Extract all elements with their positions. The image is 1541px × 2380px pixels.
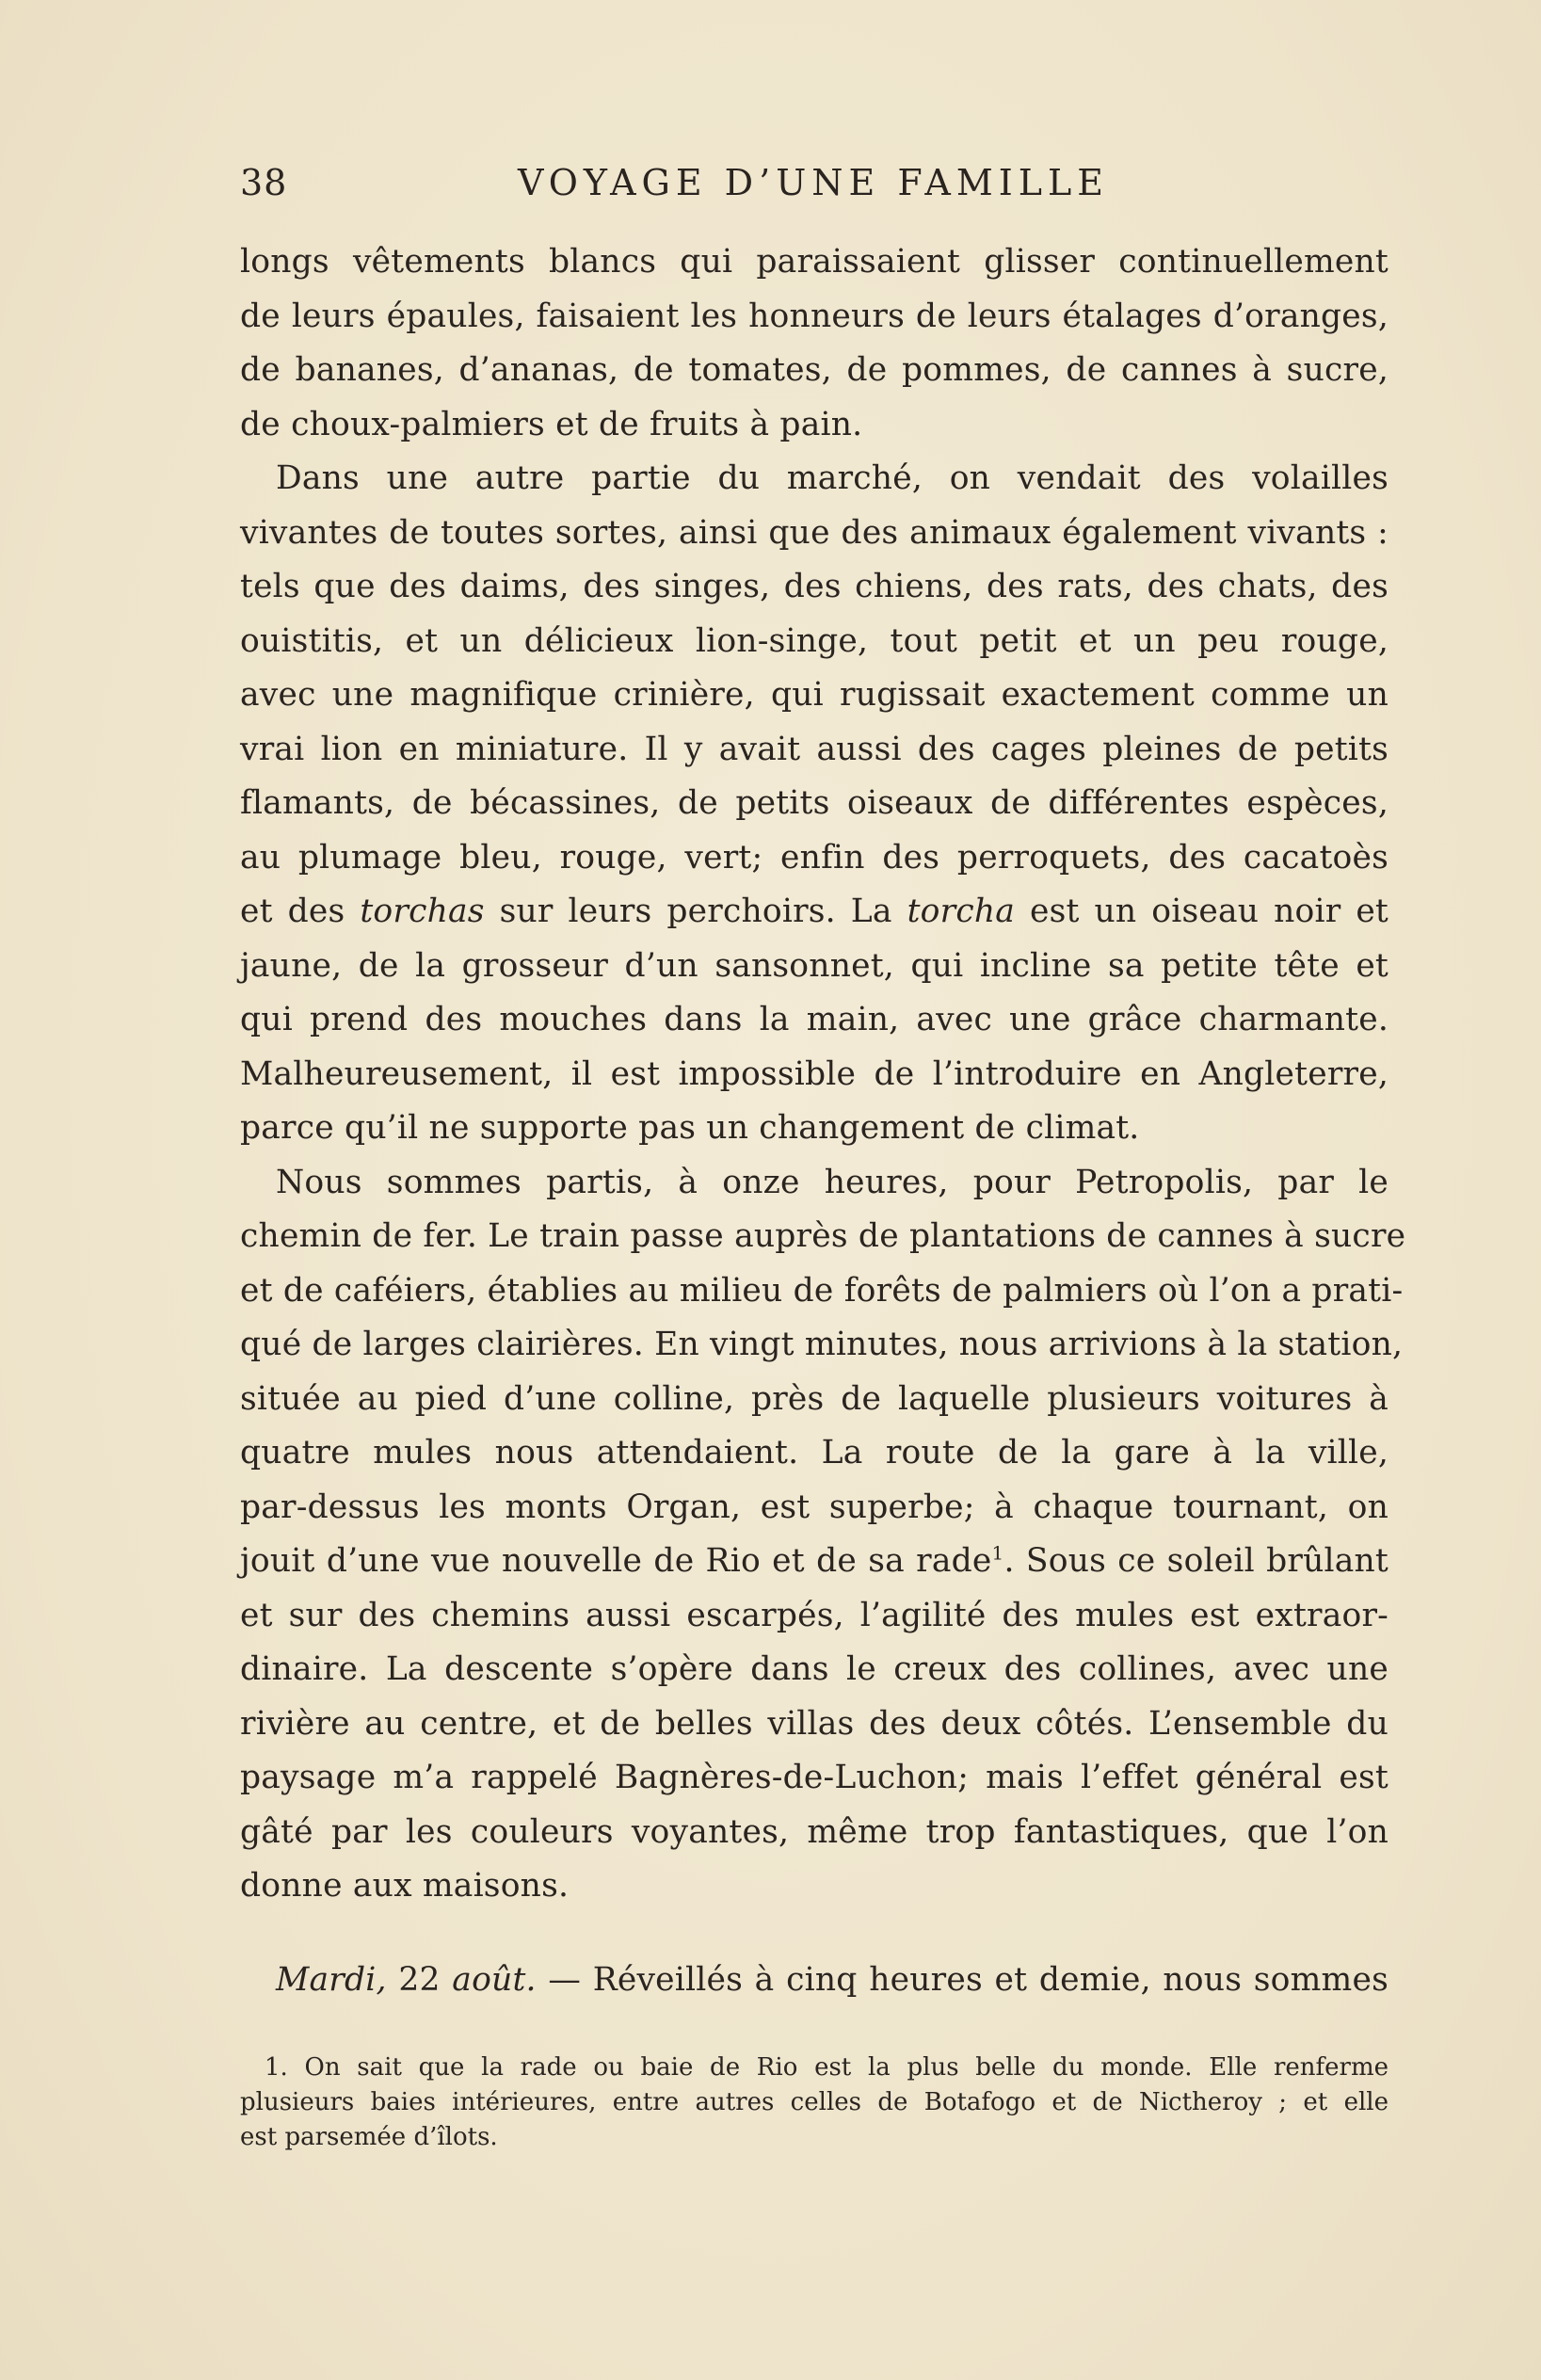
text-line: de bananes, d’ananas, de tomates, de pommes, de cannes à sucre, xyxy=(240,351,1389,389)
text-line: qué de larges clairières. En vingt minutes, nous arrivions à la station, xyxy=(240,1326,1404,1363)
text-line: et de caféiers, établies au milieu de forêts de palmiers où l’on a prati- xyxy=(240,1271,1404,1310)
page-number: 38 xyxy=(240,162,288,203)
italic-term: torchas xyxy=(360,892,485,930)
text-line: et sur des chemins aussi escarpés, l’agilité des mules est extraor- xyxy=(240,1596,1389,1634)
text-line xyxy=(240,1535,1389,1589)
text-line: chemin de fer. Le train passe auprès de plantations de cannes à sucre xyxy=(240,1217,1406,1255)
text-line: par-dessus les monts Organ, est superbe; à chaque tournant, on xyxy=(240,1488,1389,1526)
italic-term: torcha xyxy=(907,892,1016,930)
text-run: 22 xyxy=(386,1960,453,1999)
text-run: sur leurs perchoirs. La xyxy=(484,892,907,930)
text-line: flamants, de bécassines, de petits oiseaux de différentes espèces, xyxy=(240,784,1389,822)
footnote-line: plusieurs baies intérieures, entre autres celles de Botafogo et de Nictheroy ; et elle xyxy=(240,2088,1389,2116)
page-header xyxy=(240,162,1389,209)
text-line: au plumage bleu, rouge, vert; enfin des perroquets, des cacatoès xyxy=(240,838,1389,876)
text-line: quatre mules nous attendaient. La route de la gare à la ville, xyxy=(240,1434,1389,1471)
footnote xyxy=(240,2050,1389,2155)
text-line: ouistitis, et un délicieux lion-singe, tout petit et un peu rouge, xyxy=(240,621,1389,660)
text-line: paysage m’a rappelé Bagnères-de-Luchon; mais l’effet général est xyxy=(240,1759,1389,1796)
text-line: jaune, de la grosseur d’un sansonnet, qui incline sa petite tête et xyxy=(240,946,1389,985)
text-line: donne aux maisons. xyxy=(240,1867,570,1905)
footnote-line: est parsemée d’îlots. xyxy=(240,2123,498,2151)
footnote-marker: 1 xyxy=(991,1541,1004,1565)
text-line: située au pied d’une colline, près de laquelle plusieurs voitures à xyxy=(240,1379,1389,1418)
text-line: vivantes de toutes sortes, ainsi que des animaux également vivants : xyxy=(240,513,1389,552)
italic-date: Mardi, xyxy=(276,1960,387,1999)
text-line: avec une magnifique crinière, qui rugissait exactement comme un xyxy=(240,676,1389,714)
text-line: gâté par les couleurs voyantes, même trop fantastiques, que l’on xyxy=(240,1812,1389,1851)
diary-entry-line xyxy=(240,1954,1389,2008)
text-line: tels que des daims, des singes, des chiens, des rats, des chats, des xyxy=(240,568,1389,605)
text-line: Malheureusement, il est impossible de l’introduire en Angleterre, xyxy=(240,1054,1389,1093)
text-line: qui prend des mouches dans la main, avec une grâce charmante. xyxy=(240,1001,1389,1038)
paragraph-start: Nous sommes partis, à onze heures, pour Petropolis, par le xyxy=(276,1163,1389,1201)
running-title: VOYAGE D’UNE FAMILLE xyxy=(518,162,1109,203)
text-run: — Réveillés à cinq heures et demie, nous sommes xyxy=(536,1960,1389,1999)
text-run: jouit d’une vue nouvelle de Rio et de sa rade xyxy=(240,1542,992,1580)
text-run: est un oiseau noir et xyxy=(1015,892,1389,930)
text-line: de choux-palmiers et de fruits à pain. xyxy=(240,405,863,443)
text-line: vrai lion en miniature. Il y avait aussi des cages pleines de petits xyxy=(240,730,1389,768)
footnote-line: 1. On sait que la rade ou baie de Rio est la plus belle du monde. Elle renferme xyxy=(265,2053,1389,2082)
text-line: longs vêtements blancs qui paraissaient glisser continuellement xyxy=(240,243,1389,281)
text-run: et des xyxy=(240,892,361,930)
body-text xyxy=(240,235,1406,2007)
text-line: dinaire. La descente s’opère dans le creux des collines, avec une xyxy=(240,1650,1389,1688)
text-run: . Sous ce soleil brûlant xyxy=(1003,1542,1389,1580)
text-line xyxy=(240,885,1389,940)
italic-date: août. xyxy=(452,1960,537,1999)
text-line: rivière au centre, et de belles villas des deux côtés. L’ensemble du xyxy=(240,1704,1389,1743)
text-line: parce qu’il ne supporte pas un changement de climat. xyxy=(240,1109,1140,1147)
text-line: de leurs épaules, faisaient les honneurs de leurs étalages d’oranges, xyxy=(240,297,1389,335)
paragraph-start: Dans une autre partie du marché, on vendait des volailles xyxy=(276,459,1389,497)
